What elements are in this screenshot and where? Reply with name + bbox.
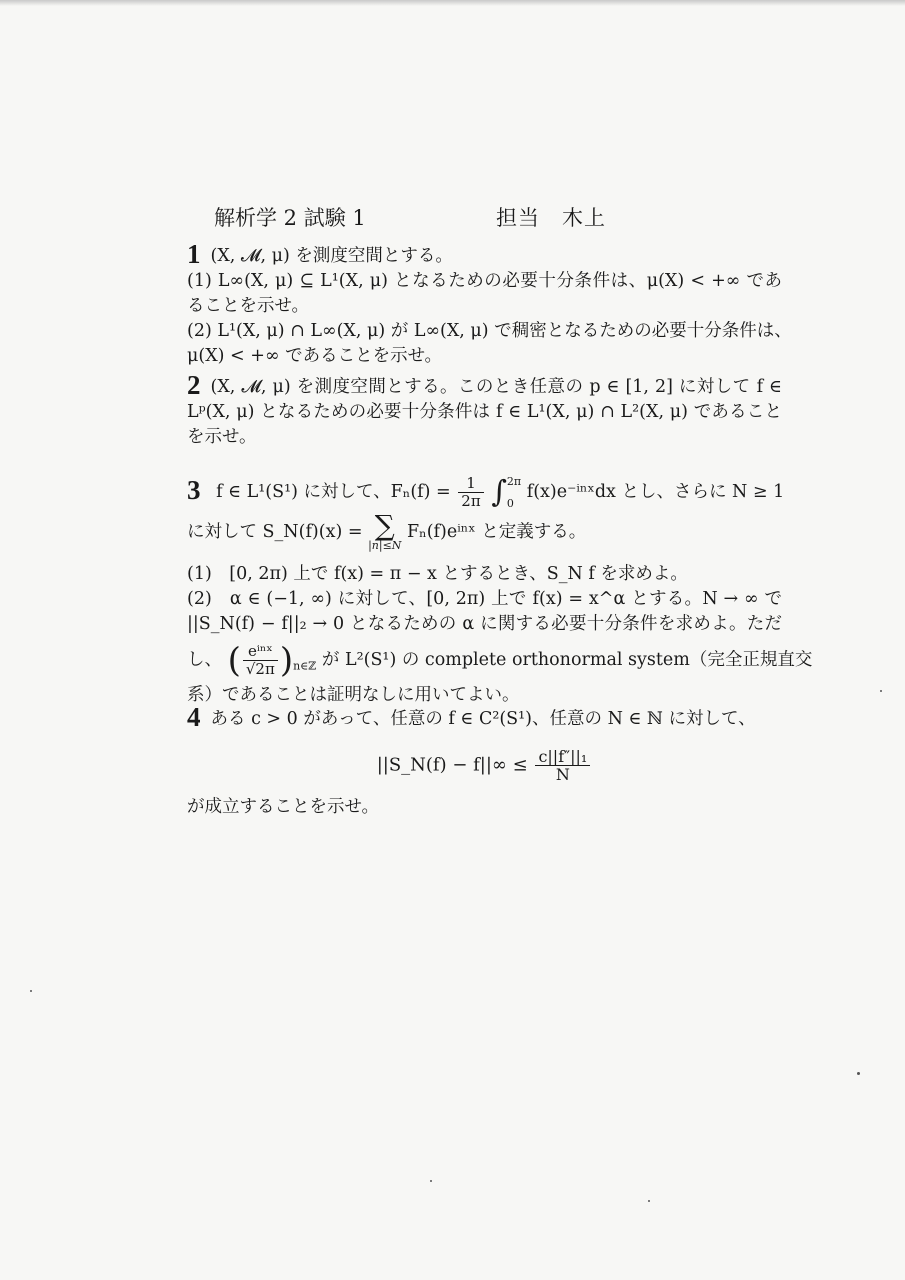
integral-limits	[507, 471, 521, 515]
integral-upper: 2π	[506, 474, 522, 488]
scan-speck	[880, 690, 882, 692]
problem-1-intro: (X, 𝓜, μ) を測度空間とする。	[210, 246, 453, 266]
problem-3-line1-post: f(x)e⁻ⁱⁿˣdx とし、さらに N ≥ 1	[526, 482, 785, 502]
problem-3-line1-pre: f ∈ L¹(S¹) に対して、Fₙ(f) =	[216, 482, 451, 502]
left-paren: (	[227, 640, 241, 681]
problem-3-line2-pre: に対して S_N(f)(x) =	[187, 522, 363, 542]
problem-3-q2-line4: 系）であることは証明なしに用いてよい。	[187, 685, 520, 705]
fraction-denominator: 2π	[461, 492, 481, 510]
scan-speck	[648, 1200, 650, 1202]
exam-header	[214, 202, 634, 236]
right-paren: )	[279, 640, 294, 681]
problem-1-q2-line2: μ(X) < +∞ であることを示せ。	[187, 346, 443, 366]
problem-4-line1: ある c > 0 があって、任意の f ∈ C²(S¹)、任意の N ∈ ℕ に対して、	[210, 709, 756, 729]
problem-4	[187, 702, 782, 820]
problem-2-line2: Lᵖ(X, μ) となるための必要十分条件は f ∈ L¹(X, μ) ∩ L²(X, μ) であること	[187, 402, 782, 422]
problem-2-line1: (X, 𝓜, μ) を測度空間とする。このとき任意の p ∈ [1, 2] に対して f ∈	[210, 377, 782, 397]
problem-3-q2-line3-post: が L²(S¹) の complete orthonormal system（完全正規直交	[321, 650, 813, 670]
display-fraction	[535, 748, 590, 783]
scan-speck	[857, 1072, 860, 1075]
summation	[368, 508, 402, 553]
display-numerator: c||f″||₁	[535, 748, 590, 766]
problem-4-line2: が成立することを示せ。	[187, 797, 379, 817]
scan-speck	[430, 1180, 432, 1182]
summation-index: |n|≤N	[368, 538, 402, 552]
problem-2	[187, 370, 782, 450]
problem-3-q2-line2: ||S_N(f) − f||₂ → 0 となるための α に関する必要十分条件を求めよ。ただ	[187, 614, 782, 634]
instructor-name: 担当 木上	[496, 206, 606, 230]
problem-number: 4	[187, 702, 201, 732]
display-lhs: ||S_N(f) − f||∞ ≤	[376, 754, 528, 776]
scan-speck	[30, 990, 32, 992]
integral-lower: 0	[506, 496, 514, 510]
integral-sign: ∫	[491, 474, 507, 510]
fraction-numerator: 1	[458, 475, 483, 493]
problem-number: 1	[187, 239, 201, 269]
basis-index: n∈ℤ	[293, 659, 317, 673]
basis-numerator: eⁱⁿˣ	[243, 643, 278, 661]
problem-1-q1-line1: (1) L∞(X, μ) ⊆ L¹(X, μ) となるための必要十分条件は、μ(X) < +∞ であ	[187, 271, 782, 291]
problem-3	[187, 468, 813, 708]
problem-3-q2-line3-pre: し、	[187, 650, 222, 670]
problem-3-line2-post: Fₙ(f)eⁱⁿˣ と定義する。	[407, 522, 587, 542]
problem-1-q2-line1: (2) L¹(X, μ) ∩ L∞(X, μ) が L∞(X, μ) で稠密となるための必要十分条件は、	[187, 321, 792, 341]
sigma-sign: ∑	[374, 508, 395, 542]
problem-2-line3: を示せ。	[187, 427, 257, 447]
problem-3-q1: (1) [0, 2π) 上で f(x) = π − x とするとき、S_N f を求めよ。	[187, 564, 688, 584]
exam-title: 解析学 2 試験 1	[214, 206, 366, 230]
display-inequality	[187, 748, 782, 783]
problem-number: 2	[187, 370, 201, 400]
problem-1-q1-line2: ることを示せ。	[187, 296, 309, 316]
basis-denominator: √2π	[245, 660, 275, 678]
problem-1	[187, 239, 792, 369]
problem-number: 3	[187, 475, 201, 505]
fraction	[458, 475, 483, 510]
problem-3-q2-line1: (2) α ∈ (−1, ∞) に対して、[0, 2π) 上で f(x) = x^α とする。N → ∞ で	[187, 589, 782, 609]
basis-fraction	[243, 643, 278, 678]
scan-edge-shadow	[0, 0, 905, 6]
display-denominator: N	[555, 765, 570, 784]
